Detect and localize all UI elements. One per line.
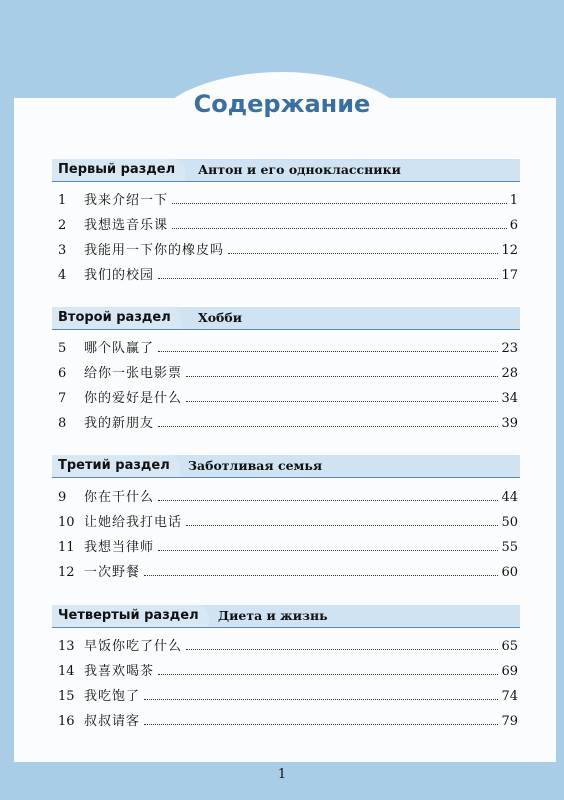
toc-entry[interactable] bbox=[52, 655, 518, 679]
toc-entry[interactable] bbox=[52, 382, 518, 406]
lesson-number: 6 bbox=[58, 366, 67, 381]
page-title: Содержание bbox=[193, 90, 371, 118]
section-label: Первый раздел bbox=[52, 159, 185, 181]
lesson-title: 我能用一下你的橡皮吗 bbox=[84, 243, 225, 258]
lesson-number: 13 bbox=[58, 639, 75, 654]
lesson-title: 我们的校园 bbox=[84, 268, 155, 283]
toc-entry[interactable] bbox=[52, 407, 518, 431]
lesson-number: 1 bbox=[58, 193, 67, 208]
leader-dots bbox=[144, 575, 498, 576]
section-header-2 bbox=[52, 307, 520, 330]
page-ref: 74 bbox=[501, 689, 518, 704]
page-ref: 39 bbox=[501, 416, 518, 431]
section-label: Четвертый раздел bbox=[52, 605, 209, 627]
section-subtitle: Антон и его одноклассники bbox=[198, 162, 401, 177]
lesson-number: 5 bbox=[58, 341, 67, 356]
lesson-number: 15 bbox=[58, 689, 75, 704]
section-label: Третий раздел bbox=[52, 455, 180, 477]
lesson-title: 我的新朋友 bbox=[84, 416, 155, 431]
leader-dots bbox=[144, 699, 498, 700]
toc-entry[interactable] bbox=[52, 259, 518, 283]
lesson-title: 我喜欢喝茶 bbox=[84, 664, 155, 679]
lesson-number: 10 bbox=[58, 515, 75, 530]
section-subtitle: Заботливая семья bbox=[188, 458, 323, 473]
leader-dots bbox=[158, 278, 498, 279]
toc-entry[interactable] bbox=[52, 531, 518, 555]
leader-dots bbox=[144, 724, 498, 725]
lesson-title: 我想当律师 bbox=[84, 540, 155, 555]
page-ref: 55 bbox=[501, 540, 518, 555]
page-ref: 28 bbox=[501, 366, 518, 381]
lesson-title: 你的爱好是什么 bbox=[84, 391, 183, 406]
leader-dots bbox=[158, 674, 498, 675]
lesson-number: 14 bbox=[58, 664, 75, 679]
page-ref: 65 bbox=[501, 639, 518, 654]
lesson-title: 给你一张电影票 bbox=[84, 366, 183, 381]
page-ref: 6 bbox=[509, 218, 518, 233]
page-ref: 23 bbox=[501, 341, 518, 356]
lesson-title: 一次野餐 bbox=[84, 565, 141, 580]
lesson-number: 9 bbox=[58, 490, 67, 505]
lesson-number: 7 bbox=[58, 391, 67, 406]
page-ref: 34 bbox=[501, 391, 518, 406]
lesson-title: 我想选音乐课 bbox=[84, 218, 169, 233]
toc-entry[interactable] bbox=[52, 680, 518, 704]
leader-dots bbox=[228, 253, 498, 254]
lesson-number: 8 bbox=[58, 416, 67, 431]
section-subtitle: Диета и жизнь bbox=[218, 608, 328, 623]
lesson-number: 12 bbox=[58, 565, 75, 580]
lesson-number: 4 bbox=[58, 268, 67, 283]
page-ref: 60 bbox=[501, 565, 518, 580]
leader-dots bbox=[158, 426, 498, 427]
page-ref: 1 bbox=[509, 193, 518, 208]
lesson-number: 2 bbox=[58, 218, 67, 233]
page-ref: 69 bbox=[501, 664, 518, 679]
lesson-title: 让她给我打电话 bbox=[84, 515, 183, 530]
lesson-title: 你在干什么 bbox=[84, 490, 155, 505]
page-ref: 12 bbox=[501, 243, 518, 258]
leader-dots bbox=[158, 500, 498, 501]
leader-dots bbox=[172, 228, 507, 229]
lesson-title: 早饭你吃了什么 bbox=[84, 639, 183, 654]
leader-dots bbox=[158, 550, 498, 551]
toc-entry[interactable] bbox=[52, 705, 518, 729]
lesson-number: 16 bbox=[58, 714, 75, 729]
toc-entry[interactable] bbox=[52, 556, 518, 580]
page-ref: 50 bbox=[501, 515, 518, 530]
leader-dots bbox=[172, 203, 507, 204]
section-header-4 bbox=[52, 605, 520, 628]
page-ref: 44 bbox=[501, 490, 518, 505]
lesson-title: 我来介绍一下 bbox=[84, 193, 169, 208]
lesson-number: 11 bbox=[58, 540, 75, 555]
section-header-3 bbox=[52, 455, 520, 478]
toc-entry[interactable] bbox=[52, 184, 518, 208]
leader-dots bbox=[186, 649, 498, 650]
lesson-number: 3 bbox=[58, 243, 67, 258]
section-label: Второй раздел bbox=[52, 307, 181, 329]
page-number: 1 bbox=[277, 767, 287, 782]
toc-entry[interactable] bbox=[52, 357, 518, 381]
section-header-1 bbox=[52, 159, 520, 182]
leader-dots bbox=[186, 401, 498, 402]
toc-entry[interactable] bbox=[52, 630, 518, 654]
leader-dots bbox=[158, 351, 498, 352]
lesson-title: 哪个队赢了 bbox=[84, 341, 155, 356]
toc-entry[interactable] bbox=[52, 234, 518, 258]
lesson-title: 我吃饱了 bbox=[84, 689, 141, 704]
toc-entry[interactable] bbox=[52, 481, 518, 505]
toc-entry[interactable] bbox=[52, 209, 518, 233]
section-subtitle: Хобби bbox=[198, 310, 242, 325]
lesson-title: 叔叔请客 bbox=[84, 714, 141, 729]
page-ref: 17 bbox=[501, 268, 518, 283]
toc-entry[interactable] bbox=[52, 332, 518, 356]
leader-dots bbox=[186, 525, 498, 526]
toc-entry[interactable] bbox=[52, 506, 518, 530]
leader-dots bbox=[186, 376, 498, 377]
page-ref: 79 bbox=[501, 714, 518, 729]
